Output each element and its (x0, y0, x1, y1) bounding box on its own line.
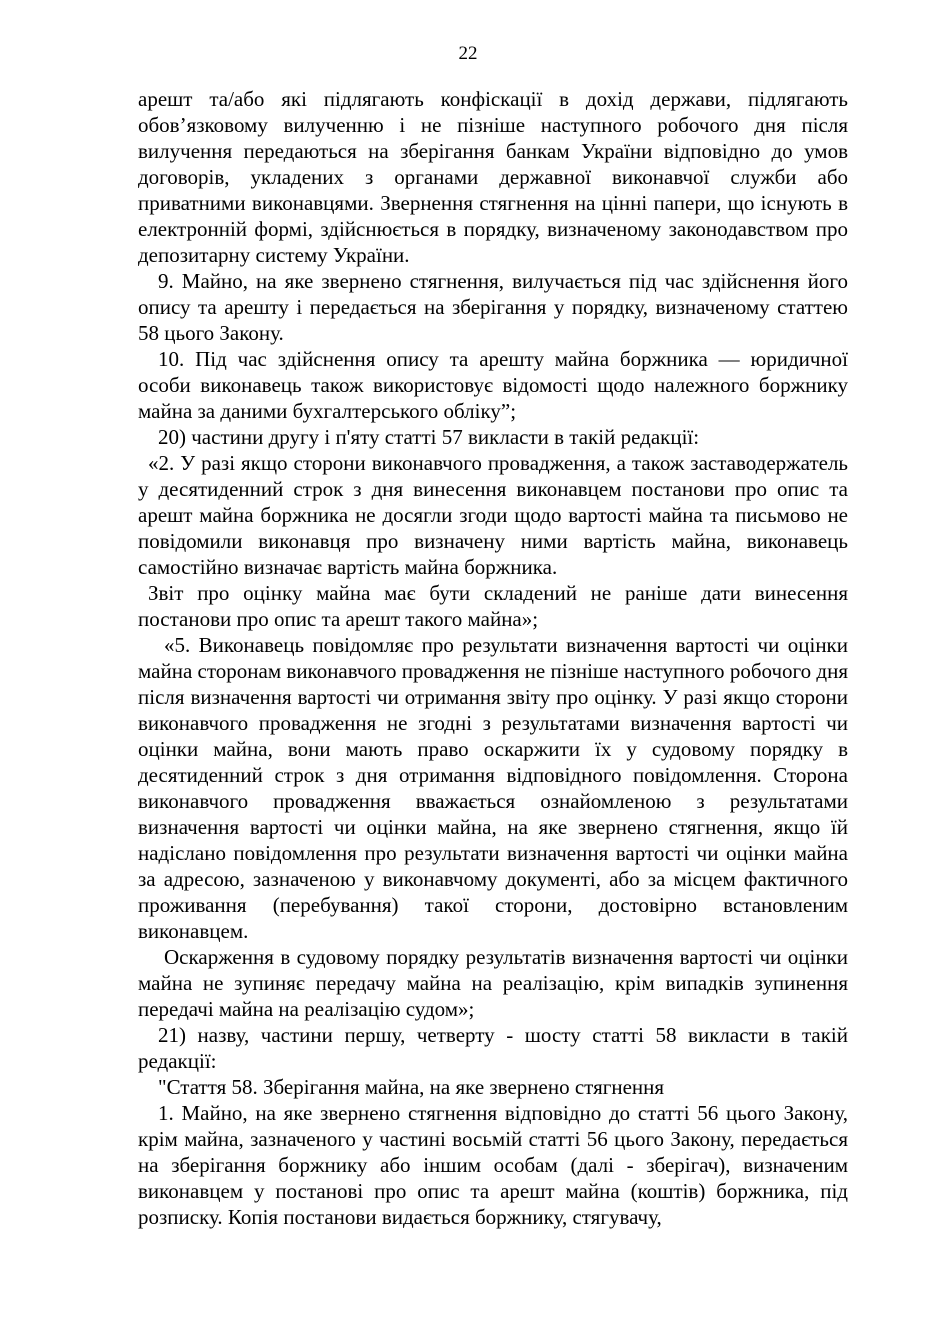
paragraph-valuation-report: Звіт про оцінку майна має бути складений не раніше дати винесення постанови про опис та арешт такого майна»; (138, 581, 848, 631)
paragraph-article-58-title: "Стаття 58. Зберігання майна, на яке звернено стягнення (158, 1075, 665, 1099)
document-body (138, 86, 848, 1230)
paragraph-item-10: 10. Під час здійснення опису та арешту майна боржника — юридичної особи виконавець також використовує відомості щодо належного боржнику майна за даними бухгалтерського обліку”; (138, 347, 848, 423)
paragraph-article-58-part-1: 1. Майно, на яке звернено стягнення відповідно до статті 56 цього Закону, крім майна, зазначеного у частині восьмій статті 56 цього Закону, передається на зберігання боржнику або іншим особам (далі - зберігач), визначеним виконавцем у постанові про опис та арешт майна (коштів) боржника, під розписку. Копія постанови видається боржнику, стягувачу, (138, 1101, 848, 1229)
paragraph-amendment-21: 21) назву, частини першу, четверту - шосту статті 58 викласти в такій редакції: (138, 1023, 848, 1073)
page-number: 22 (458, 43, 478, 64)
paragraph-seizure-confiscation: арешт та/або які підлягають конфіскації в дохід держави, підлягають обов’язковому вилученню і не пізніше наступного робочого дня після вилучення передаються на зберігання банкам України відповідно до умов договорів, укладених з органами державної виконавчої служби або приватними виконавцями. Звернення стягнення на цінні папери, що існують в електронній формі, здійснюється в порядку, визначеному законодавством про депозитарну систему України. (138, 87, 848, 267)
paragraph-part-5: «5. Виконавець повідомляє про результати визначення вартості чи оцінки майна сторонам виконавчого провадження не пізніше наступного робочого дня після визначення вартості чи отримання звіту про оцінку. У разі якщо сторони виконавчого провадження не згодні з результатами визначення вартості чи оцінки майна, вони мають право оскаржити їх у судовому порядку в десятиденний строк з дня отримання відповідного повідомлення. Сторона виконавчого провадження вважається ознайомленою з результатами визначення вартості чи оцінки майна, на яке звернено стягнення, якщо їй надіслано повідомлення про результати визначення вартості чи оцінки майна за адресою, зазначеною у виконавчому документі, або за місцем фактичного проживання (перебування) такої сторони, достовірно встановленим виконавцем. (138, 633, 848, 943)
paragraph-amendment-20: 20) частини другу і п'яту статті 57 викласти в такій редакції: (158, 425, 700, 449)
paragraph-item-9: 9. Майно, на яке звернено стягнення, вилучається під час здійснення його опису та арешту і передається на зберігання у порядку, визначеному статтею 58 цього Закону. (138, 269, 848, 345)
paragraph-part-2: «2. У разі якщо сторони виконавчого провадження, а також заставодержатель у десятиденний строк з дня винесення виконавцем постанови про опис та арешт майна боржника не досягли згоди щодо вартості майна та письмово не повідомили виконавця про визначену ними вартість майна, виконавець самостійно визначає вартість майна боржника. (138, 451, 848, 579)
paragraph-appeal: Оскарження в судовому порядку результатів визначення вартості чи оцінки майна не зупиняє передачу майна на реалізацію, крім випадків зупинення передачі майна на реалізацію судом»; (138, 945, 848, 1021)
